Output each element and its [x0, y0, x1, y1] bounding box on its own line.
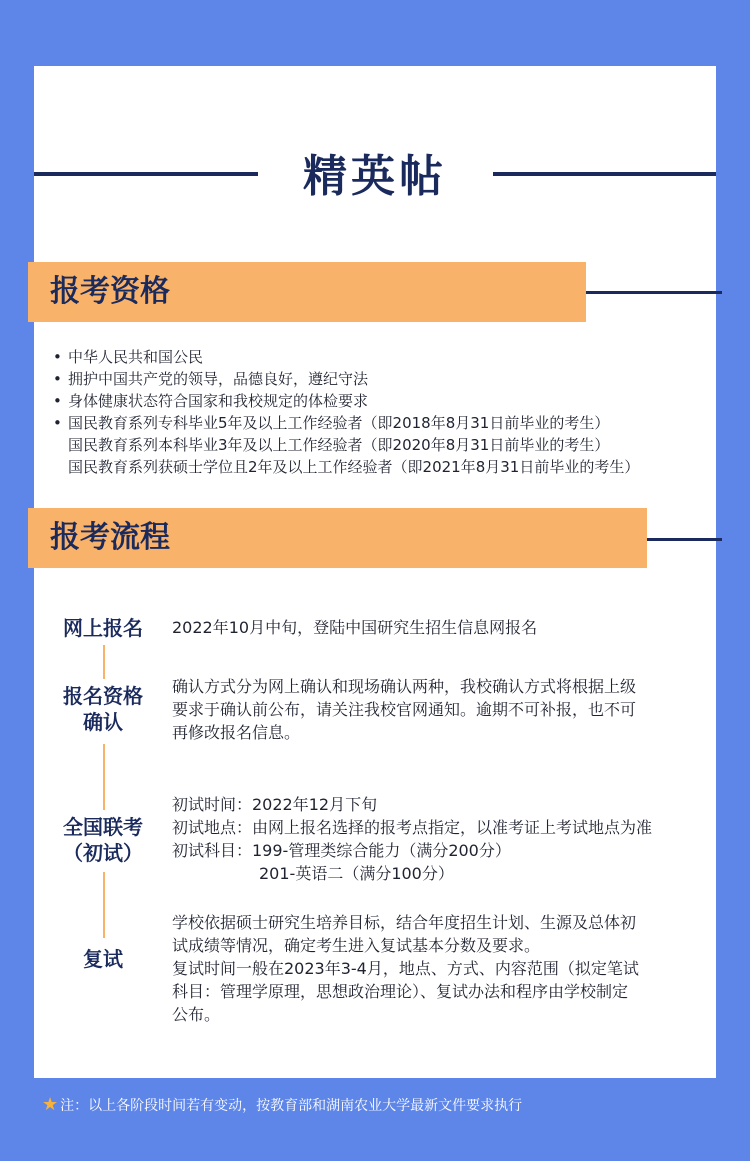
timeline-connector — [103, 645, 105, 679]
section-title-eligibility: 报考资格 — [50, 274, 170, 309]
page-title: 精英帖 — [303, 151, 447, 202]
list-item: • 中华人民共和国公民 — [53, 348, 204, 366]
list-item: • 拥护中国共产党的领导，品德良好，遵纪守法 — [53, 370, 369, 388]
step-text-national-exam: 初试时间：2022年12月下旬 初试地点：由网上报名选择的报考点指定，以准考证上考试地点为准 初试科目：199-管理类综合能力（满分200分） 201-英语二（满分100分） — [172, 795, 653, 883]
step-label-retest: 复试 — [83, 947, 123, 971]
list-item: • 国民教育系列专科毕业5年及以上工作经验者（即2018年8月31日前毕业的考生） — [53, 414, 610, 432]
bullet-dot: • — [53, 348, 62, 366]
step-label-eligibility-confirmation: 报名资格 确认 — [63, 684, 143, 734]
footer-note-text: 注：以上各阶段时间若有变动，按教育部和湖南农业大学最新文件要求执行 — [60, 1098, 523, 1114]
step-label-national-exam: 全国联考 （初试） — [63, 815, 143, 865]
step-text-eligibility-confirmation: 确认方式分为网上确认和现场确认两种，我校确认方式将根据上级 要求于确认前公布，请关注我校官网通知。逾期不可补报，也不可 再修改报名信息。 — [172, 677, 637, 742]
bullet-dot: • — [53, 370, 62, 388]
list-item-continuation: 国民教育系列获硕士学位且2年及以上工作经验者（即2021年8月31日前毕业的考生） — [68, 458, 640, 476]
bullet-dot: • — [53, 392, 62, 410]
step-text-online-registration: 2022年10月中旬，登陆中国研究生招生信息网报名 — [172, 618, 538, 637]
list-item-continuation: 国民教育系列本科毕业3年及以上工作经验者（即2020年8月31日前毕业的考生） — [68, 436, 610, 454]
section-line-eligibility — [586, 291, 722, 294]
bullet-dot: • — [53, 414, 62, 432]
section-title-process: 报考流程 — [50, 520, 170, 555]
star-icon: ★ — [42, 1094, 59, 1115]
timeline-connector — [103, 744, 105, 810]
list-item: • 身体健康状态符合国家和我校规定的体检要求 — [53, 392, 369, 410]
step-label-online-registration: 网上报名 — [63, 616, 143, 640]
timeline-connector — [103, 872, 105, 938]
section-line-process — [647, 538, 722, 541]
step-text-retest: 学校依据硕士研究生培养目标，结合年度招生计划、生源及总体初 试成绩等情况，确定考生进入复试基本分数及要求。 复试时间一般在2023年3-4月，地点、方式、内容范围（拟定笔试 科目：管理学原理，思想政治理论）、复试办法和程序由学校制定 公布。 — [172, 913, 639, 1024]
eligibility-list — [50, 346, 730, 478]
footer-note — [42, 1094, 742, 1117]
